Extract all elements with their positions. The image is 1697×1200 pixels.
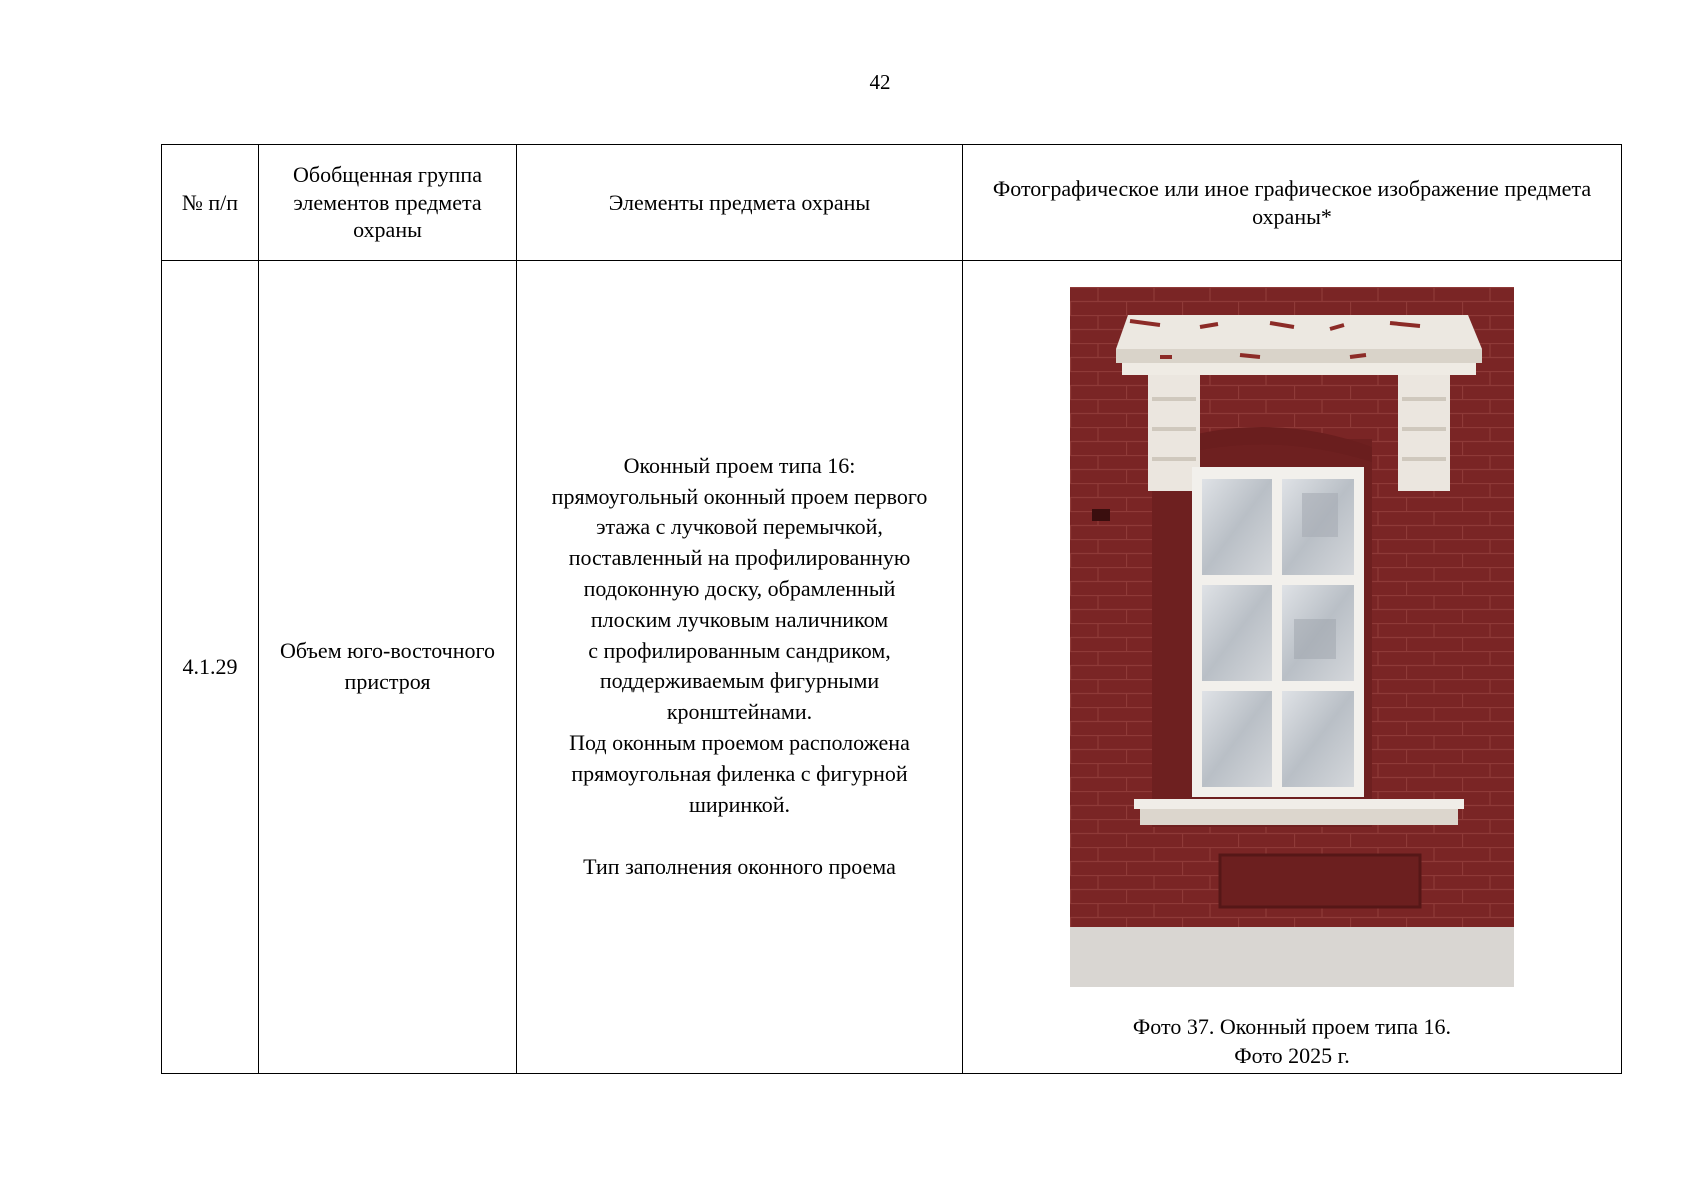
element-line-4: поставленный на профилированную	[568, 545, 911, 571]
element-line-9: кронштейнами.	[666, 699, 813, 725]
table-row	[162, 261, 1622, 1074]
header-num: № п/п	[162, 145, 259, 261]
caption-line-1: Фото 37. Оконный проем типа 16.	[1132, 1014, 1452, 1039]
element-line-5: подоконную доску, обрамленный	[583, 576, 896, 601]
header-group: Обобщенная группа элементов предмета охраны	[259, 145, 517, 261]
row-image	[963, 261, 1622, 1074]
row-group: Объем юго-восточного пристроя	[259, 261, 517, 1074]
page-number: 42	[869, 70, 891, 94]
element-line-3: этажа с лучковой перемычкой,	[596, 514, 883, 540]
header-image: Фотографическое или иное графическое изображение предмета охраны*	[963, 145, 1622, 261]
table-header-row	[162, 145, 1622, 261]
protection-table	[161, 144, 1622, 1074]
element-line-1: Оконный проем типа 16:	[623, 452, 856, 478]
element-line-6: плоским лучковым наличником	[590, 606, 889, 632]
caption-line-2: Фото 2025 г.	[1234, 1042, 1350, 1068]
element-line-11: прямоугольная филенка с фигурной	[571, 760, 908, 786]
element-line-7: с профилированным сандриком,	[588, 637, 891, 663]
photo-caption	[973, 1013, 1611, 1070]
element-line-10: Под оконным проемом расположена	[569, 729, 910, 755]
element-line-2: прямоугольный оконный проем первого	[551, 483, 928, 509]
element-fill-type: Тип заполнения оконного проема	[583, 854, 896, 880]
row-num: 4.1.29	[162, 261, 259, 1074]
element-spacer	[525, 820, 954, 852]
header-elements: Элементы предмета охраны	[517, 145, 963, 261]
element-line-12: ширинкой.	[688, 791, 791, 817]
element-line-8: поддерживаемым фигурными	[599, 668, 880, 694]
window-photo	[1070, 287, 1514, 987]
row-elements	[517, 261, 963, 1074]
